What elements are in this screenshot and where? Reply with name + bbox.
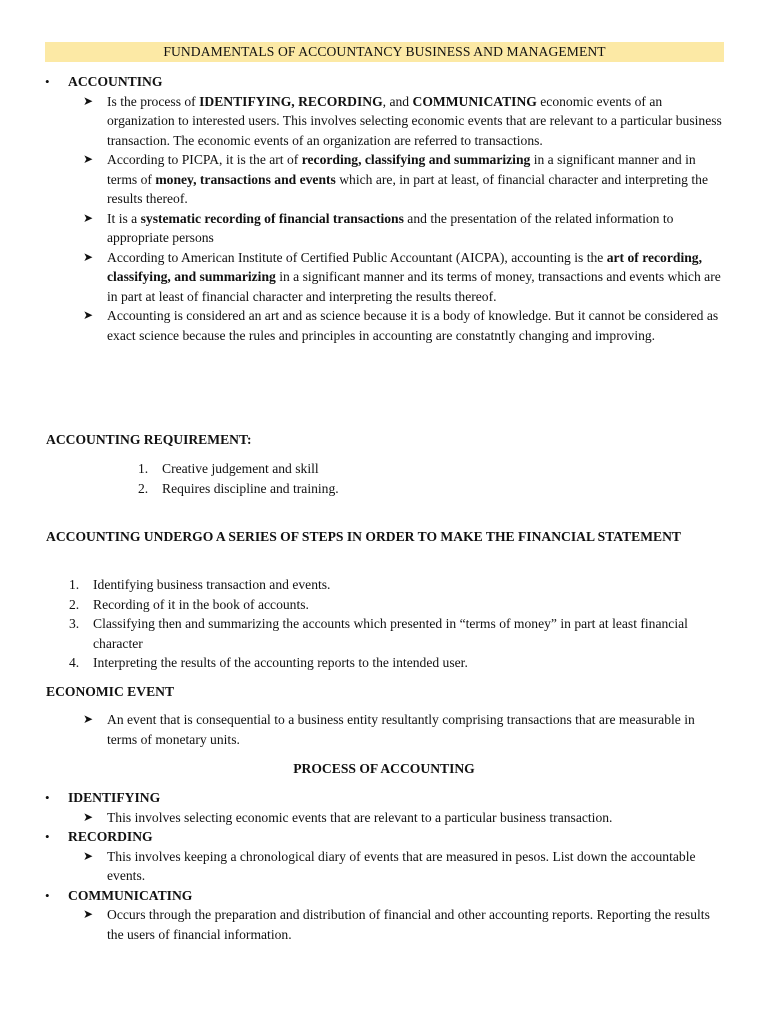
heading-process-of-accounting: PROCESS OF ACCOUNTING xyxy=(293,761,475,776)
item-number: 2. xyxy=(69,596,80,612)
item-text: which are, in part at least, of financial character and interpreting the results thereof. xyxy=(107,171,708,206)
list-item xyxy=(138,459,768,479)
item-bold-text: COMMUNICATING xyxy=(412,93,537,109)
section-label-identifying: IDENTIFYING xyxy=(68,790,161,805)
list-item xyxy=(83,209,727,248)
bullet-identifying xyxy=(0,788,768,808)
list-item xyxy=(69,575,723,595)
item-text: Recording of it in the book of accounts. xyxy=(93,596,309,612)
list-item xyxy=(69,595,723,615)
item-text: economic events of an organization to interested users. This involves selecting economic events that are relevant to a particular business transaction. The economic events of an organization are referred to transactions. xyxy=(107,93,722,148)
economic-event-body xyxy=(0,710,768,749)
list-item xyxy=(69,614,723,653)
item-number: 2. xyxy=(138,480,149,496)
list-item xyxy=(83,847,727,886)
item-text: in a significant manner and its terms of money, transactions and events which are in part at least of financial character and interpreting the results thereof. xyxy=(107,269,721,304)
bullet-accounting xyxy=(0,72,768,92)
list-item xyxy=(83,710,727,749)
section-label-recording: RECORDING xyxy=(68,829,153,844)
item-bold-text: money, transactions and events xyxy=(155,171,336,187)
section-label-communicating: COMMUNICATING xyxy=(68,887,193,903)
process-list xyxy=(0,788,768,944)
item-text: Classifying then and summarizing the accounts which presented in “terms of money” in part at least financial character xyxy=(93,616,688,651)
item-text: Requires discipline and training. xyxy=(162,480,339,496)
item-text: It is a xyxy=(107,210,141,226)
list-item xyxy=(83,150,727,209)
item-text: Accounting is considered an art and as science because it is a body of knowledge. But it cannot be considered as exact science because the rules and principles in accounting are constatntly changing and improving. xyxy=(107,308,719,343)
heading-accounting-steps: ACCOUNTING UNDERGO A SERIES OF STEPS IN ORDER TO MAKE THE FINANCIAL STATEMENT xyxy=(46,529,682,544)
list-item xyxy=(69,653,723,673)
bullet-recording xyxy=(0,827,768,847)
arrowhead-bullet-icon: ➤ xyxy=(83,308,94,322)
item-number: 4. xyxy=(69,655,80,670)
arrowhead-bullet-icon: ➤ xyxy=(83,93,94,108)
bullet-dot-icon: • xyxy=(45,74,50,89)
item-text: in a significant manner and in terms of xyxy=(107,152,696,187)
heading-accounting-requirement: ACCOUNTING REQUIREMENT: xyxy=(46,432,252,447)
list-item xyxy=(83,905,727,944)
item-text: Creative judgement and skill xyxy=(162,461,319,476)
item-number: 1. xyxy=(138,461,149,476)
item-text: Is the process of xyxy=(107,93,200,109)
bullet-communicating xyxy=(0,886,768,906)
item-number: 1. xyxy=(69,577,80,592)
accounting-section xyxy=(0,72,768,345)
arrowhead-bullet-icon: ➤ xyxy=(83,809,94,824)
list-item xyxy=(83,306,727,345)
item-text: , and xyxy=(382,93,413,109)
bullet-dot-icon: • xyxy=(45,829,50,844)
requirement-list xyxy=(0,459,768,498)
arrowhead-bullet-icon: ➤ xyxy=(83,848,94,863)
steps-list xyxy=(0,575,768,673)
arrowhead-bullet-icon: ➤ xyxy=(83,249,94,264)
arrowhead-bullet-icon: ➤ xyxy=(83,712,94,726)
arrowhead-bullet-icon: ➤ xyxy=(83,210,94,225)
item-bold-text: systematic recording of financial transactions xyxy=(140,210,404,226)
item-text: Occurs through the preparation and distribution of financial and other accounting reports. Reporting the results the users of financial information. xyxy=(107,907,710,942)
item-text: Identifying business transaction and events. xyxy=(93,577,331,592)
item-bold-text: IDENTIFYING, RECORDING xyxy=(199,93,383,109)
item-text: Interpreting the results of the accounting reports to the intended user. xyxy=(93,655,468,670)
item-text: This involves keeping a chronological diary of events that are measured in pesos. List down the accountable events. xyxy=(107,848,696,883)
bullet-dot-icon: • xyxy=(45,790,50,805)
page-title: FUNDAMENTALS OF ACCOUNTANCY BUSINESS AND MANAGEMENT xyxy=(45,42,724,62)
section-label-accounting: ACCOUNTING xyxy=(68,74,163,89)
list-item xyxy=(83,248,727,307)
list-item xyxy=(83,92,727,151)
heading-economic-event: ECONOMIC EVENT xyxy=(46,684,175,699)
item-text: and the presentation of the related information to appropriate persons xyxy=(107,210,674,245)
item-text: According to PICPA, it is the art of xyxy=(107,152,302,167)
bullet-dot-icon: • xyxy=(45,887,50,903)
item-text: An event that is consequential to a business entity resultantly comprising transactions that are measurable in terms of monetary units. xyxy=(107,712,695,747)
item-number: 3. xyxy=(69,616,80,631)
arrowhead-bullet-icon: ➤ xyxy=(83,152,94,166)
list-item xyxy=(83,808,727,828)
arrowhead-bullet-icon: ➤ xyxy=(83,907,94,921)
item-bold-text: art of recording, classifying, and summarizing xyxy=(107,249,702,284)
list-item xyxy=(138,479,768,499)
item-text: According to American Institute of Certified Public Accountant (AICPA), accounting is the xyxy=(107,249,607,265)
item-text: This involves selecting economic events that are relevant to a particular business transaction. xyxy=(107,809,613,825)
item-bold-text: recording, classifying and summarizing xyxy=(301,152,531,167)
